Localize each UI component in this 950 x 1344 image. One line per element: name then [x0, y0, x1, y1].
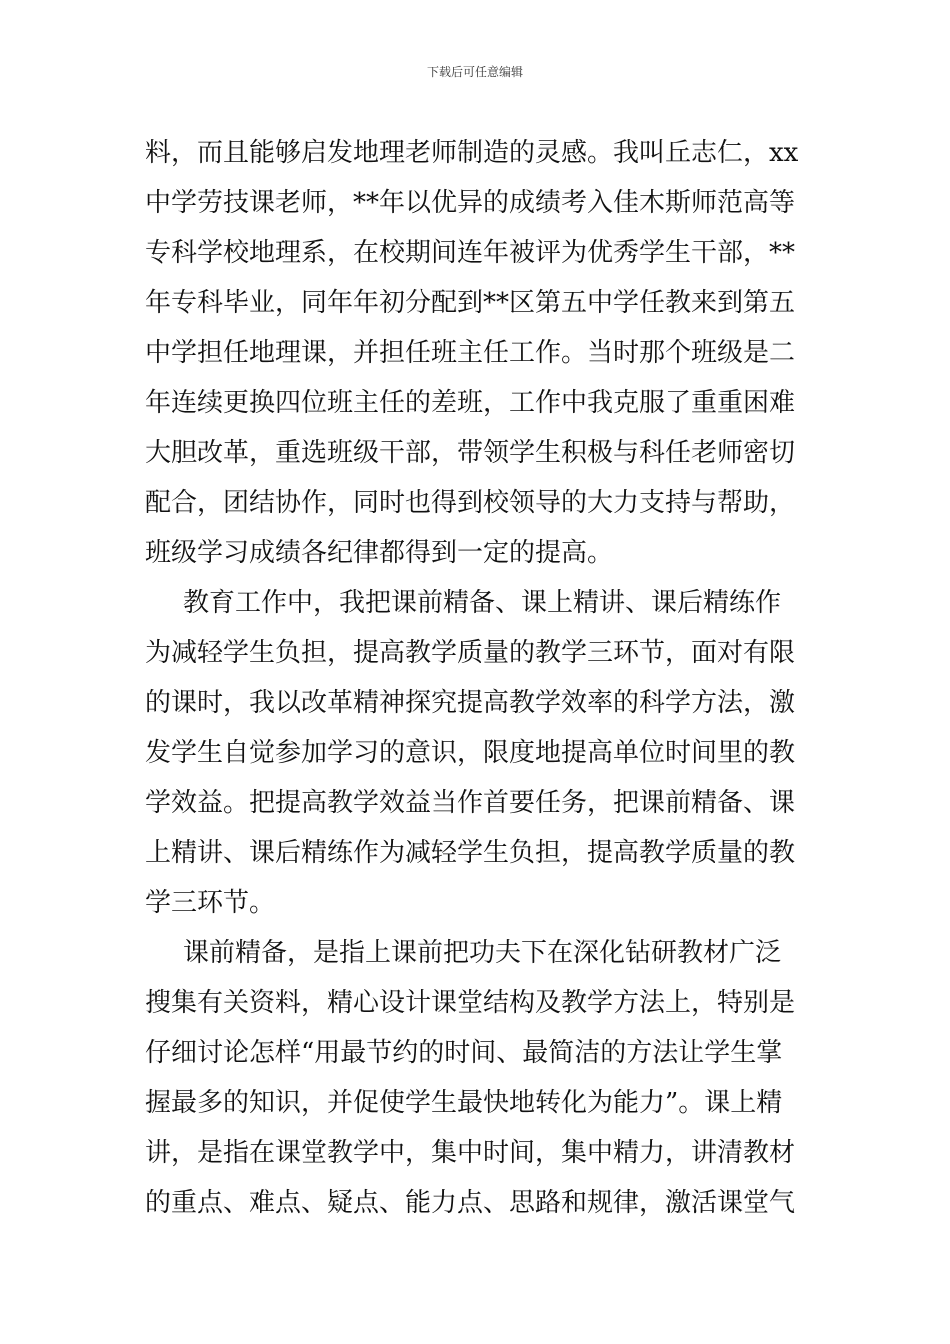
text-line: 大胆改革，重选班级干部，带领学生积极与科任老师密切	[145, 438, 796, 468]
text-line: 料，而且能够启发地理老师制造的灵感。我叫丘志仁，xx	[145, 138, 799, 168]
paragraph-first-line: 课前精备，是指上课前把功夫下在深化钻研教材广泛	[183, 938, 782, 968]
text-line: 专科学校地理系，在校期间连年被评为优秀学生干部，**	[145, 238, 796, 268]
text-line: 班级学习成绩各纪律都得到一定的提高。	[145, 538, 614, 568]
text-line: 的课时，我以改革精神探究提高教学效率的科学方法，激	[145, 688, 796, 718]
text-line: 搜集有关资料，精心设计课堂结构及教学方法上，特别是	[145, 988, 796, 1018]
text-line: 握最多的知识，并促使学生最快地转化为能力”。课上精	[145, 1088, 783, 1118]
text-line: 学效益。把提高教学效益当作首要任务，把课前精备、课	[145, 788, 796, 818]
text-line: 配合，团结协作，同时也得到校领导的大力支持与帮助，	[145, 488, 796, 518]
text-line: 上精讲、课后精练作为减轻学生负担，提高教学质量的教	[145, 838, 796, 868]
text-line: 年专科毕业，同年年初分配到**区第五中学任教来到第五	[145, 288, 796, 318]
text-line: 仔细讨论怎样“用最节约的时间、最简洁的方法让学生掌	[145, 1038, 783, 1068]
text-line: 年连续更换四位班主任的差班，工作中我克服了重重困难	[145, 388, 796, 418]
text-line: 中学劳技课老师，**年以优异的成绩考入佳木斯师范高等	[145, 188, 796, 218]
paragraph-first-line: 教育工作中，我把课前精备、课上精讲、课后精练作	[183, 588, 782, 618]
text-line: 为减轻学生负担，提高教学质量的教学三环节，面对有限	[145, 638, 796, 668]
page-header: 下载后可任意编辑	[426, 65, 523, 79]
text-line: 的重点、难点、疑点、能力点、思路和规律，激活课堂气	[145, 1188, 796, 1218]
text-line: 学三环节。	[145, 888, 276, 918]
text-line: 讲，是指在课堂教学中，集中时间，集中精力，讲清教材	[145, 1138, 796, 1168]
text-line: 中学担任地理课，并担任班主任工作。当时那个班级是二	[145, 338, 796, 368]
text-line: 发学生自觉参加学习的意识，限度地提高单位时间里的教	[145, 738, 796, 768]
